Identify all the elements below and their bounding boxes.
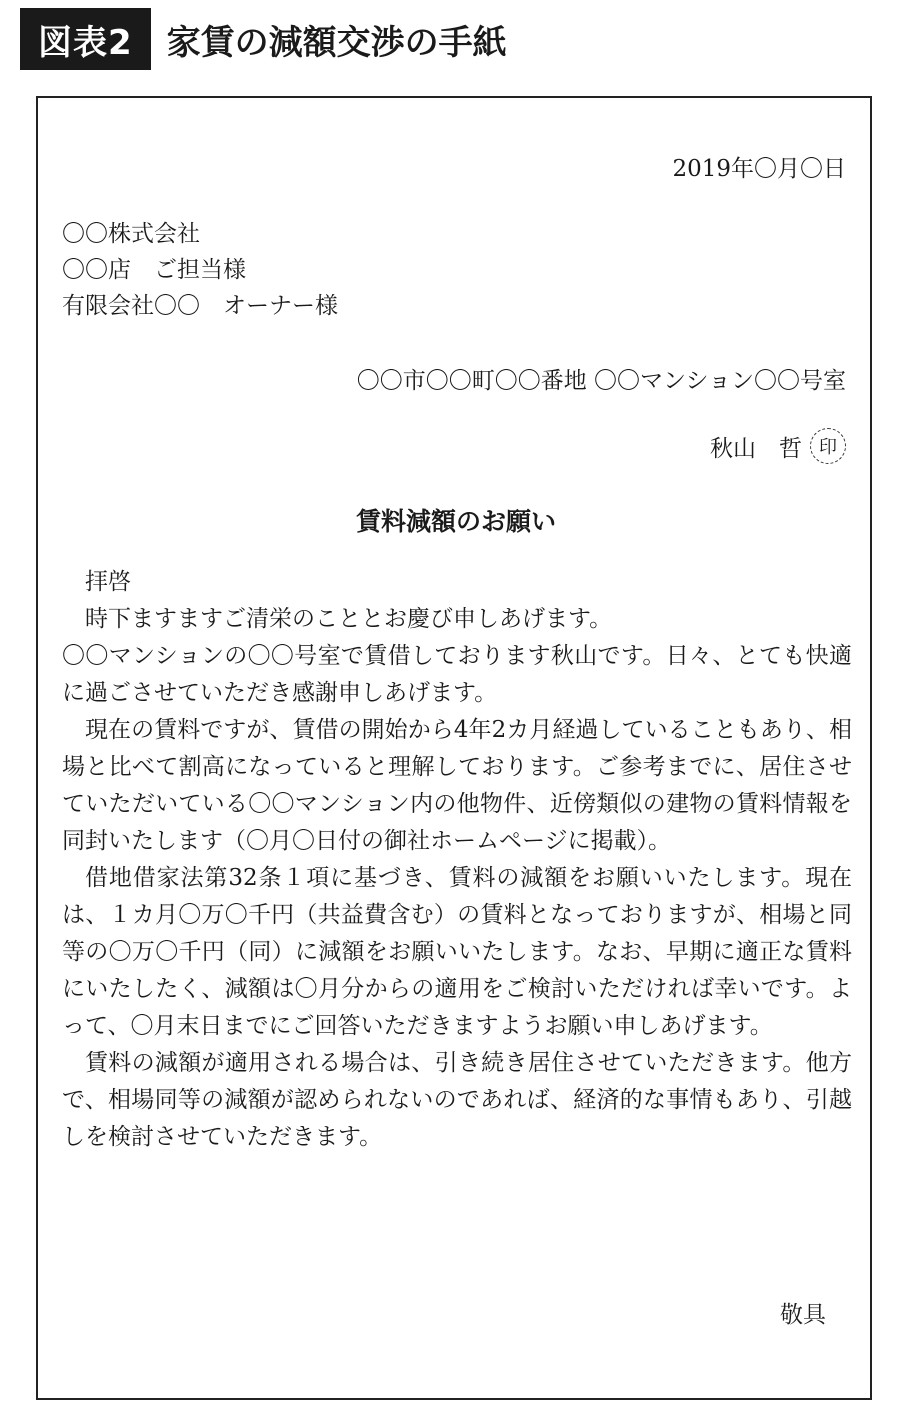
sender-address: 〇〇市〇〇町〇〇番地 〇〇マンション〇〇号室 [356,368,846,394]
figure-header [20,8,507,70]
recipient-store: 〇〇店 ご担当様 [62,257,246,283]
figure-title: 家賃の減額交渉の手紙 [166,22,507,63]
greeting: 拝啓 [85,569,131,595]
sender-line [710,428,846,464]
body-paragraph-4: 借地借家法第32条１項に基づき、賃料の減額をお願いいたします。現在は、１カ月〇万〇千円（共益費含む）の賃料となっておりますが、相場と同等の〇万〇千円（同）に減額をお願いいたします。なお、早期に適正な賃料にいたしたく、減額は〇月分からの適用をご検討いただければ幸いです。よって、〇月末日までにご回答いただきますようお願い申しあげます。 [62,865,852,1039]
letter-closing: 敬具 [780,1302,826,1328]
letter-body [62,564,852,1156]
figure-label: 図表2 [20,8,151,70]
letter-subject: 賃料減額のお願い [355,507,556,536]
recipient-block [62,216,338,324]
recipient-owner: 有限会社〇〇 オーナー様 [62,293,338,319]
body-paragraph-1: 時下ますますご清栄のこととお慶び申しあげます。 [85,606,613,632]
body-paragraph-3: 現在の賃料ですが、賃借の開始から4年2カ月経過していることもあり、相場と比べて割高になっていると理解しております。ご参考までに、居住させていただいている〇〇マンション内の他物件、近傍類似の建物の賃料情報を同封いたします（〇月〇日付の御社ホームページに掲載）。 [62,717,852,854]
seal-stamp: 印 [810,428,846,464]
body-paragraph-2: 〇〇マンションの〇〇号室で賃借しております秋山です。日々、とても快適に過ごさせていただき感謝申しあげます。 [62,643,853,706]
body-paragraph-5: 賃料の減額が適用される場合は、引き続き居住させていただきます。他方で、相場同等の減額が認められないのであれば、経済的な事情もあり、引越しを検討させていただきます。 [62,1050,852,1150]
letter-frame [36,96,872,1400]
recipient-company: 〇〇株式会社 [62,221,200,247]
letter-date: 2019年〇月〇日 [672,156,846,182]
sender-name: 秋山 哲 [710,435,802,462]
